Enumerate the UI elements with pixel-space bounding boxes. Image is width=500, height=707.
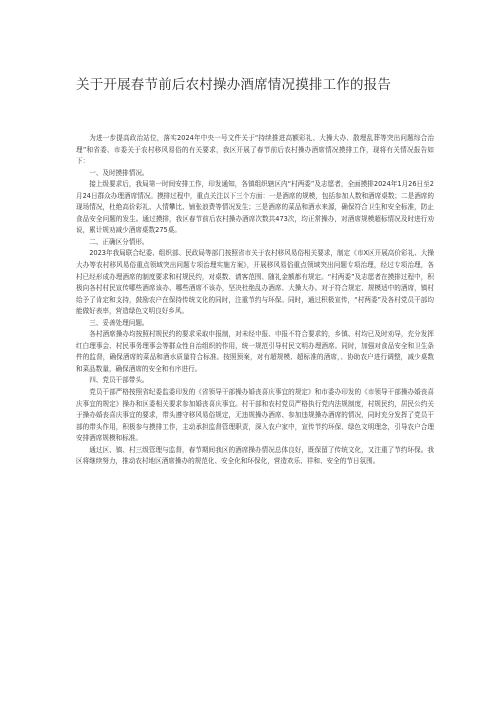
section-heading-1: 一、及时摸排情况。 [89,168,149,177]
section-paragraph-4: 党员干部严格按照省纪委监委印发的《省领导干部操办婚丧喜庆事宜的规定》和市委办印发的《市领导干部操办婚丧喜庆事宜的规定》操办和区委相关要求参加婚丧喜庆事宜。村干部和农村党员严格执行党内法规制度，村规民约，居民公约关于操办婚丧喜庆事宜的要求，带头遵守移风易俗规定，无违规操办酒席、参加违规操办酒席的情况，同时充分发挥了党员干部的带头作用，积极参与摸排工作，主动承担监督管理职责，深入农户家中，宣传节约环保、绿色文明理念，引导农户合理安排酒席规模和标准。 [76,388,434,443]
closing-paragraph: 通过区、镇、村三级管理与监督，春节期间我区的酒席操办情况总体良好，既保留了传统文化，又注重了节约环保。我区将继续努力，推动农村地区酒席操办的规范化、安全化和环保化，营造欢乐、祥和、安全的节日氛围。 [76,445,434,466]
document-title: 关于开展春节前后农村操办酒席情况摸排工作的报告 [76,77,392,93]
section-heading-4: 四、党员干部带头。 [89,376,149,385]
section-heading-3: 三、妥善处理问题。 [89,318,149,327]
document-body [76,133,434,468]
section-paragraph-2: 2023年我局联合纪委、组织部、民政局等部门按照省市关于农村移风易俗相关要求，制定《市X区开展高价彩礼、大操大办等农村移风易俗重点领域突出问题专项治理实施方案》，开展移风易俗重点领域突出问题专项治理，经过专项治理，各村已经形成办理酒席的制度要求和村规民约，对桌数、请客范围、随礼金额都有规定。“村两委”及志愿者在摸排过程中，积极向各村村民宣传哪些酒席该办、哪些酒席不该办，坚决杜绝乱办酒席、大操大办。对于符合规定、规模适中的酒席，镇村给予了肯定和支持，鼓励农户在保持传统文化的同时，注重节约与环保。同时，通过积极宣传，“村两委”及各村党员干部均能做好表率，营造绿色文明良好乡风。 [76,249,434,316]
intro-paragraph: 为进一步提高政治站位，落实2024年中央一号文件关于“持续推进高额彩礼、大操大办、散埋乱葬等突出问题综合治理”和省委、市委关于农村移风易俗的有关要求，我区开展了春节前后农村操办酒席情况摸排工作，现将有关情况报告如下： [76,134,434,166]
section-heading-2: 二、正确区分情形。 [89,237,149,246]
section-paragraph-3: 各村酒席操办均按照村规民约的要求采取申报制，对未经申报、申报不符合要求的，乡镇、村均已及时劝导，充分发挥红白理事会、村民事务理事会等群众性自治组织的作用，统一规范引导村民文明办理酒席。同时，加强对食品安全和卫生条件的监督，确保酒席的菜品和酒水质量符合标准。按照预案，对有超规模、超标准的酒席，、协助农户进行调整，减少桌数和菜品数量，确保酒席的安全和有序进行。 [76,330,434,373]
section-paragraph-1: 接上级要求后，我局第一时间安排工作，印发通知，各镇组织辖区内“村两委”及志愿者，全面摸排2024年1月26日至2月24日群众办理酒席情况。摸排过程中，重点关注以下三个方面：一是酒席的规模，包括参加人数和酒席桌数；二是酒席的现场情况，杜绝高价彩礼、人情攀比、铺张浪费等情况发生；三是酒席的菜品和酒水来源，确保符合卫生和安全标准，防止食品安全问题的发生。通过摸排，我区春节前后农村操办酒席次数共473次，均正常操办，对酒席规模超标情况及时进行劝说，累计规劝减少酒席桌数275桌。 [76,180,434,235]
